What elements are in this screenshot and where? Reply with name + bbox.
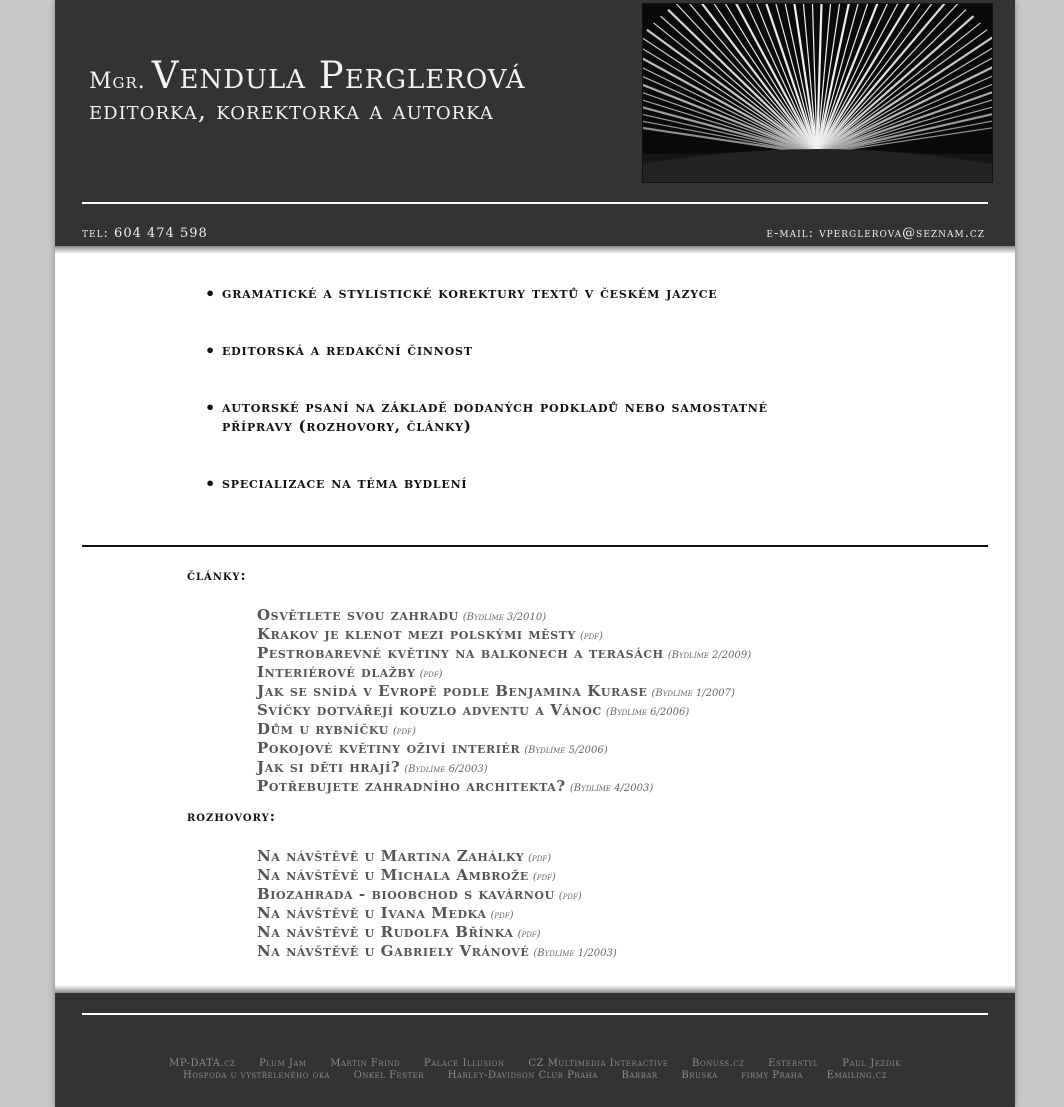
article-link[interactable]: Pestrobarevné květiny na balkonech a terasách	[257, 644, 664, 662]
footer-link[interactable]: MP-DATA.cz	[169, 1058, 236, 1069]
article-note[interactable]: (pdf)	[392, 726, 416, 737]
footer-link[interactable]: Plum Jam	[259, 1058, 307, 1069]
services-list	[205, 284, 825, 531]
site-title	[89, 54, 526, 97]
footer-links-row	[55, 1058, 1015, 1069]
article-note[interactable]: (Bydlíme 4/2003)	[569, 783, 654, 794]
list-item	[257, 624, 751, 643]
service-item: • specializace na téma bydlení	[205, 474, 825, 493]
interview-note[interactable]: (pdf)	[528, 853, 552, 864]
footer-link[interactable]: Bruska	[681, 1070, 718, 1081]
section-divider	[82, 545, 988, 547]
list-item	[257, 681, 751, 700]
article-link[interactable]: Jak se snídá v Evropě podle Benjamina Kurase	[257, 682, 648, 700]
phone-number: tel: 604 474 598	[82, 226, 208, 241]
interview-link[interactable]: Na návštěvě u Martina Zahálky	[257, 847, 525, 865]
service-item: • editorská a redakční činnost	[205, 341, 825, 360]
title-name: Vendula Perglerová	[151, 54, 526, 97]
article-note[interactable]: (pdf)	[419, 669, 443, 680]
list-item	[257, 884, 617, 903]
list-item	[257, 605, 751, 624]
interview-link[interactable]: Na návštěvě u Rudolfa Břínka	[257, 923, 514, 941]
list-item	[257, 776, 751, 795]
articles-heading: články:	[187, 568, 247, 584]
service-item: • gramatické a stylistické korektury textů v českém jazyce	[205, 284, 825, 303]
interview-note[interactable]: (pdf)	[490, 910, 514, 921]
open-book-illustration	[643, 4, 992, 182]
footer-link[interactable]: CZ Multimedia Interactive	[528, 1058, 669, 1069]
interview-link[interactable]: Na návštěvě u Michala Ambrože	[257, 866, 529, 884]
list-item	[257, 903, 617, 922]
footer-link[interactable]: Onkel Fester	[353, 1070, 424, 1081]
list-item	[257, 738, 751, 757]
list-item	[257, 700, 751, 719]
footer-link[interactable]: Emailing.cz	[826, 1070, 887, 1081]
article-link[interactable]: Potřebujete zahradního architekta?	[257, 777, 566, 795]
open-book-image	[642, 3, 993, 183]
article-note[interactable]: (Bydlíme 5/2006)	[524, 745, 608, 756]
site-subtitle: editorka, korektorka a autorka	[89, 96, 494, 126]
site-header	[55, 0, 1015, 246]
article-link[interactable]: Krakov je klenot mezi polskými městy	[257, 625, 576, 643]
service-item: • autorské psaní na základě dodaných podkladů nebo samostatné přípravy (rozhovory, články)	[205, 398, 825, 436]
site-footer	[55, 993, 1015, 1107]
list-item	[257, 846, 617, 865]
list-item	[257, 922, 617, 941]
title-prefix: Mgr.	[89, 69, 146, 94]
articles-list	[257, 605, 751, 795]
interviews-list	[257, 846, 617, 960]
interview-link[interactable]: Na návštěvě u Ivana Medka	[257, 904, 487, 922]
list-item	[257, 719, 751, 738]
interview-note[interactable]: (Bydlíme 1/2003)	[533, 948, 617, 959]
article-link[interactable]: Pokojové květiny oživí interiér	[257, 739, 521, 757]
interview-link[interactable]: Na návštěvě u Gabriely Vránové	[257, 942, 530, 960]
page-container	[55, 0, 1015, 1107]
footer-link[interactable]: Harley-Davidson Club Praha	[447, 1070, 598, 1081]
footer-link[interactable]: Martin Frind	[330, 1058, 401, 1069]
list-item	[257, 865, 617, 884]
article-link[interactable]: Interiérové dlažby	[257, 663, 416, 681]
footer-links-row	[55, 1070, 1015, 1081]
list-item	[257, 757, 751, 776]
interview-note[interactable]: (pdf)	[558, 891, 582, 902]
article-link[interactable]: Osvětlete svou zahradu	[257, 606, 459, 624]
article-note[interactable]: (pdf)	[579, 631, 603, 642]
footer-link[interactable]: Paul Jezdik	[842, 1058, 901, 1069]
interviews-heading: rozhovory:	[187, 809, 276, 825]
footer-link[interactable]: Hospoda u vystřeleného oka	[183, 1070, 330, 1081]
footer-link[interactable]: Esterstyl	[768, 1058, 819, 1069]
article-note[interactable]: (Bydlíme 6/2006)	[605, 707, 690, 718]
article-note[interactable]: (Bydlíme 2/2009)	[667, 650, 752, 661]
article-link[interactable]: Svíčky dotvářejí kouzlo adventu a Vánoc	[257, 701, 602, 719]
article-note[interactable]: (Bydlíme 6/2003)	[404, 764, 488, 775]
article-link[interactable]: Jak si děti hrají?	[257, 758, 401, 776]
footer-link[interactable]: firmy Praha	[741, 1070, 803, 1081]
footer-link[interactable]: Palace Illusion	[423, 1058, 505, 1069]
email-address[interactable]: e-mail: vperglerova@seznam.cz	[766, 226, 985, 241]
header-divider	[82, 202, 988, 204]
interview-link[interactable]: Biozahrada - bioobchod s kavárnou	[257, 885, 555, 903]
article-note[interactable]: (Bydlíme 1/2007)	[651, 688, 735, 699]
footer-link[interactable]: Bonuss.cz	[692, 1058, 745, 1069]
interview-note[interactable]: (pdf)	[517, 929, 541, 940]
list-item	[257, 643, 751, 662]
article-note[interactable]: (Bydlíme 3/2010)	[462, 612, 547, 623]
list-item	[257, 662, 751, 681]
footer-link[interactable]: Barbar	[621, 1070, 658, 1081]
list-item	[257, 941, 617, 960]
footer-divider	[82, 1013, 988, 1015]
article-link[interactable]: Dům u rybníčku	[257, 720, 389, 738]
interview-note[interactable]: (pdf)	[532, 872, 556, 883]
